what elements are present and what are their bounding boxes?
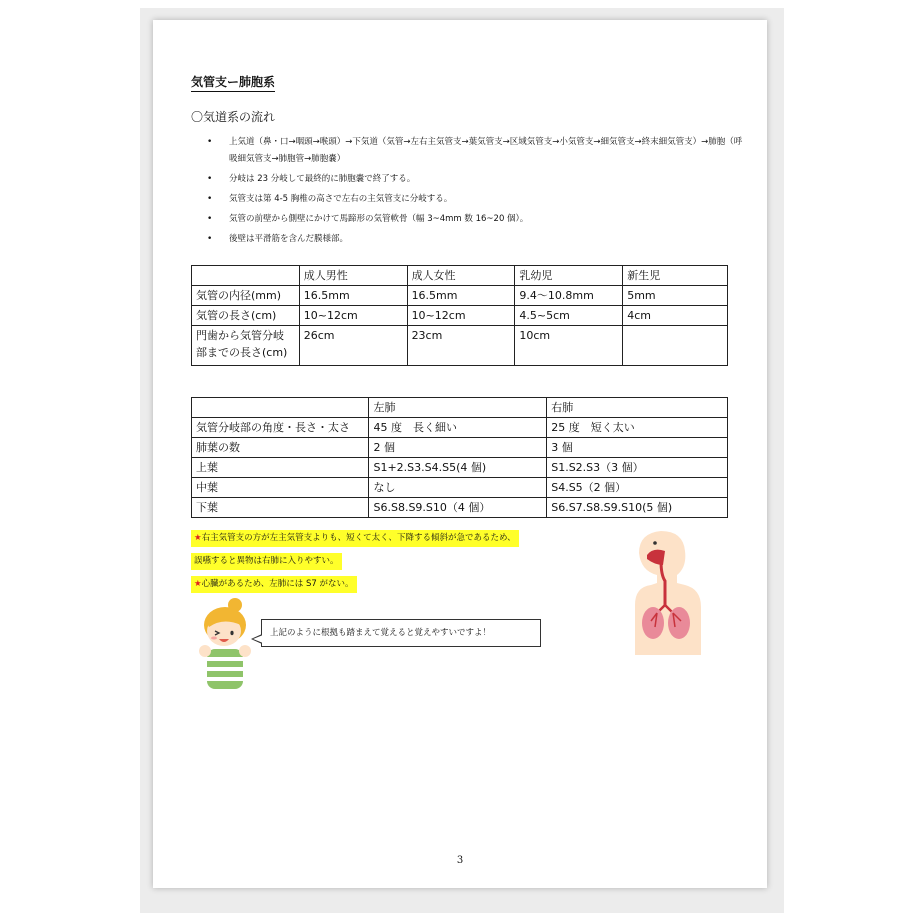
table-cell: [192, 266, 300, 286]
section-heading: 〇気道系の流れ: [191, 110, 276, 124]
highlight-text: 心臓があるため、左肺には S7 がない。: [201, 579, 354, 589]
list-item: • 気管支は第 4-5 胸椎の高さで左右の主気管支に分岐する。: [201, 191, 746, 208]
table-cell: 成人女性: [407, 266, 515, 286]
highlight-text: 誤嚥すると異物は右肺に入りやすい。: [194, 556, 339, 566]
table-cell: 3 個: [547, 438, 728, 458]
table-cell: 中葉: [192, 478, 369, 498]
list-item: • 分岐は 23 分岐して最終的に肺胞嚢で終了する。: [201, 171, 746, 188]
table-cell: 10~12cm: [299, 306, 407, 326]
table-row: [192, 438, 728, 458]
table-cell: 気管の内径(mm): [192, 286, 300, 306]
table-cell: 4cm: [623, 306, 728, 326]
table-header-row: [192, 398, 728, 418]
table-cell: 10~12cm: [407, 306, 515, 326]
list-item: • 後壁は平滑筋を含んだ膜様部。: [201, 231, 746, 248]
table-cell: 右肺: [547, 398, 728, 418]
table-cell: 45 度 長く細い: [369, 418, 547, 438]
document-page: [153, 20, 767, 888]
highlight-line: [191, 553, 342, 570]
table-row: [192, 478, 728, 498]
trachea-size-table: [191, 265, 728, 366]
table-cell: S1.S2.S3（3 個）: [547, 458, 728, 478]
table-cell: 成人男性: [299, 266, 407, 286]
table-cell: 4.5~5cm: [515, 306, 623, 326]
table-cell: 乳幼児: [515, 266, 623, 286]
table-cell: 16.5mm: [299, 286, 407, 306]
table-cell: [192, 398, 369, 418]
table-row: [192, 306, 728, 326]
list-item: • 気管の前壁から側壁にかけて馬蹄形の気管軟骨（幅 3~4mm 数 16~20 個）。: [201, 211, 746, 228]
table-cell: 25 度 短く太い: [547, 418, 728, 438]
table-cell: S1+2.S3.S4.S5(4 個): [369, 458, 547, 478]
table-cell: 新生児: [623, 266, 728, 286]
bullet-list: [201, 134, 746, 251]
star-icon: ★: [194, 533, 202, 543]
table-cell: 気管分岐部の角度・長さ・太さ: [192, 418, 369, 438]
table-row: [192, 286, 728, 306]
table-cell: 気管の長さ(cm): [192, 306, 300, 326]
table-cell: 23cm: [407, 326, 515, 366]
table-cell: [623, 326, 728, 366]
table-cell: S4.S5（2 個）: [547, 478, 728, 498]
highlight-text: 右主気管支の方が左主気管支よりも、短くて太く、下降する傾斜が急であるため、: [201, 533, 516, 543]
table-cell: 5mm: [623, 286, 728, 306]
table-cell: S6.S8.S9.S10（4 個）: [369, 498, 547, 518]
star-icon: ★: [194, 579, 202, 589]
table-cell: 2 個: [369, 438, 547, 458]
table-cell: 門歯から気管分岐部までの長さ(cm): [192, 326, 300, 366]
table-cell: 10cm: [515, 326, 623, 366]
page-number: 3: [456, 855, 464, 866]
page-title: 気管支ー肺胞系: [191, 73, 275, 92]
highlighted-notes: [191, 528, 519, 597]
list-item: • 上気道（鼻・口→咽頭→喉頭）→下気道（気管→左右主気管支→葉気管支→区域気管支→小気管支→細気管支→終末細気管支）→肺胞（呼吸細気管支→肺胞管→肺胞嚢）: [201, 134, 746, 168]
table-cell: 16.5mm: [407, 286, 515, 306]
table-row: [192, 458, 728, 478]
table-cell: S6.S7.S8.S9.S10(5 個): [547, 498, 728, 518]
table-cell: 26cm: [299, 326, 407, 366]
highlight-line: [191, 576, 357, 593]
table-cell: 9.4～10.8mm: [515, 286, 623, 306]
table-cell: なし: [369, 478, 547, 498]
table-row: [192, 418, 728, 438]
speech-bubble-tail-inner: [253, 635, 263, 643]
respiratory-system-illustration: [631, 525, 703, 655]
lung-comparison-table: [191, 397, 728, 518]
table-header-row: [192, 266, 728, 286]
highlight-line: [191, 530, 519, 547]
table-row: [192, 498, 728, 518]
speech-bubble: 上記のように根拠も踏まえて覚えると覚えやすいですよ！: [261, 619, 541, 647]
table-cell: 左肺: [369, 398, 547, 418]
table-cell: 下葉: [192, 498, 369, 518]
table-cell: 上葉: [192, 458, 369, 478]
table-row: [192, 326, 728, 366]
table-cell: 肺葉の数: [192, 438, 369, 458]
